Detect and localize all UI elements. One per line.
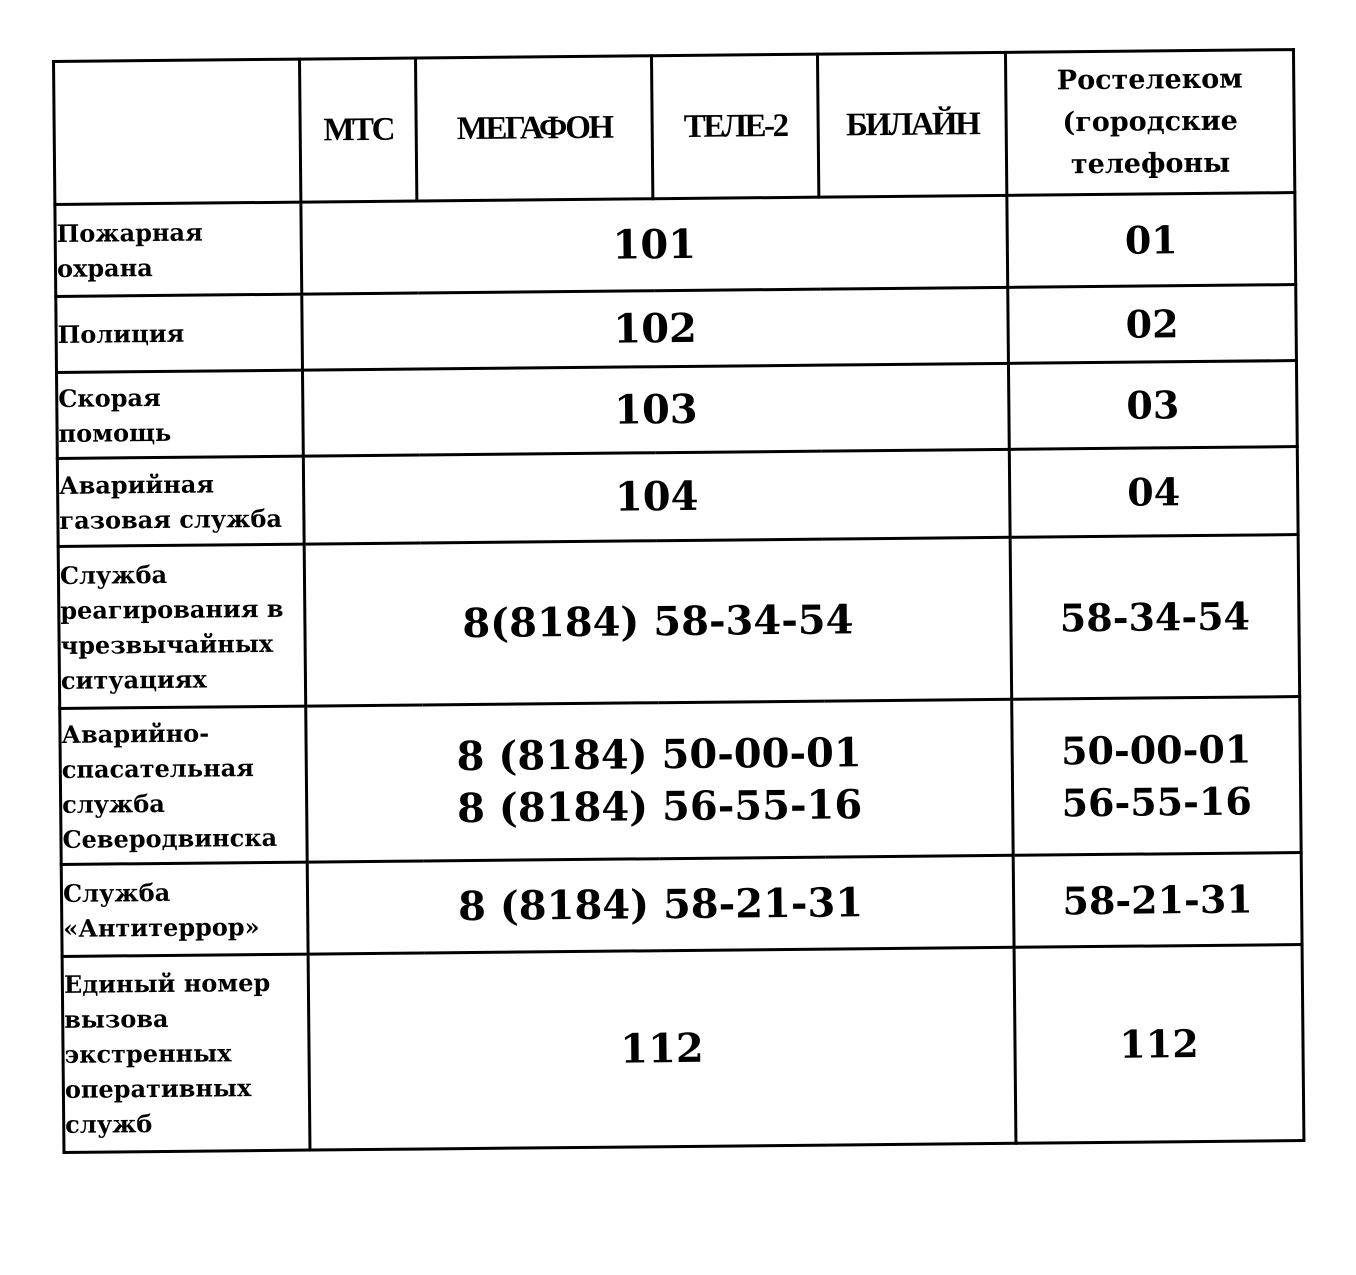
landline-number-cell <box>1014 945 1304 1144</box>
emergency-numbers-sheet <box>52 48 1302 1154</box>
landline-number: 50-00-01 <box>1060 726 1252 773</box>
service-name-line: Северодвинска <box>62 822 278 854</box>
service-name-line: служб <box>65 1109 153 1139</box>
table-row-ambulance <box>56 361 1297 459</box>
service-name-line: ситуациях <box>60 664 207 695</box>
landline-number-cell <box>1007 193 1296 288</box>
mobile-number-cell <box>308 947 1016 1150</box>
landline-number: 04 <box>1127 468 1181 515</box>
table-row-gas <box>57 447 1298 547</box>
service-name-cell <box>60 706 307 864</box>
header-operator-megafon: МЕГАФОН <box>415 56 652 201</box>
mobile-number-cell <box>302 287 1009 370</box>
landline-number-cell <box>1008 361 1297 450</box>
service-name-cell <box>61 862 308 956</box>
header-operator-beeline: БИЛАЙН <box>817 52 1006 197</box>
mobile-number-cell <box>307 855 1014 954</box>
table-row-police <box>56 285 1297 373</box>
mobile-number-cell <box>304 537 1012 706</box>
service-name-cell <box>58 544 306 708</box>
service-name-line: Пожарная <box>56 217 203 248</box>
service-name-line: Полиция <box>57 318 185 349</box>
mobile-number-cell <box>302 363 1009 456</box>
mobile-number: 112 <box>620 1024 704 1073</box>
header-rostelecom-line: Ростелеком <box>1056 63 1243 97</box>
service-name-line: реагирования в <box>60 593 284 625</box>
header-row <box>54 50 1295 205</box>
header-rostelecom-line: (городские <box>1062 105 1238 139</box>
service-name-line: «Антитеррор» <box>63 911 260 943</box>
mobile-number-cell <box>303 449 1010 544</box>
table-row-antiterror <box>61 853 1302 957</box>
service-name-line: Единый номер <box>63 967 271 999</box>
landline-number-cell <box>1012 697 1301 856</box>
emergency-phone-table <box>52 48 1305 1154</box>
service-name-line: вызова <box>64 1003 169 1034</box>
mobile-number-cell <box>301 195 1008 294</box>
landline-number: 58-34-54 <box>1059 593 1251 640</box>
landline-number: 112 <box>1119 1020 1199 1067</box>
mobile-number: 8(8184) 58-34-54 <box>462 595 854 647</box>
service-name-line: экстренных <box>64 1038 232 1069</box>
landline-number: 02 <box>1125 300 1179 347</box>
header-corner-cell <box>54 59 301 204</box>
service-name-line: оперативных <box>64 1073 252 1104</box>
landline-number-cell <box>1013 853 1302 948</box>
mobile-number: 103 <box>613 385 698 434</box>
service-name-line: служба <box>62 788 165 819</box>
header-rostelecom-line: телефоны <box>1070 147 1231 181</box>
landline-number-cell <box>1009 447 1298 538</box>
service-name-cell <box>62 954 310 1152</box>
landline-number: 03 <box>1126 381 1180 428</box>
header-operator-mts: МТС <box>300 58 417 202</box>
table-row-rescue <box>60 697 1301 865</box>
service-name-line: чрезвычайных <box>60 628 274 660</box>
mobile-number: 101 <box>612 220 697 269</box>
header-operator-rostelecom <box>1005 50 1294 196</box>
service-name-line: спасательная <box>61 752 255 784</box>
table-row-unified-number <box>62 945 1304 1153</box>
mobile-number: 8 (8184) 50-00-01 <box>456 728 862 780</box>
service-name-cell <box>56 370 303 458</box>
service-name-line: помощь <box>58 417 172 448</box>
mobile-number: 104 <box>614 472 699 521</box>
service-name-cell <box>55 202 302 296</box>
mobile-number: 102 <box>613 304 698 353</box>
landline-number-cell <box>1008 285 1297 364</box>
service-name-line: газовая служба <box>59 503 283 535</box>
service-name-line: Аварийная <box>58 468 215 500</box>
service-name-line: охрана <box>56 252 153 283</box>
mobile-number: 8 (8184) 58-21-31 <box>457 878 864 930</box>
service-name-line: Аварийно- <box>61 718 210 749</box>
landline-number: 58-21-31 <box>1062 876 1253 923</box>
service-name-line: Служба <box>59 559 168 590</box>
mobile-number-cell <box>306 699 1013 862</box>
table-row-fire <box>55 193 1296 297</box>
service-name-cell <box>56 294 303 372</box>
service-name-line: Служба <box>62 877 171 908</box>
mobile-number: 8 (8184) 56-55-16 <box>456 780 863 832</box>
header-operator-tele2: ТЕЛЕ-2 <box>651 54 818 199</box>
landline-number-cell <box>1010 535 1300 700</box>
table-row-emergency-response <box>58 535 1299 709</box>
service-name-line: Скорая <box>58 382 161 413</box>
service-name-cell <box>57 456 304 546</box>
landline-number: 56-55-16 <box>1061 778 1252 825</box>
landline-number: 01 <box>1124 216 1178 263</box>
